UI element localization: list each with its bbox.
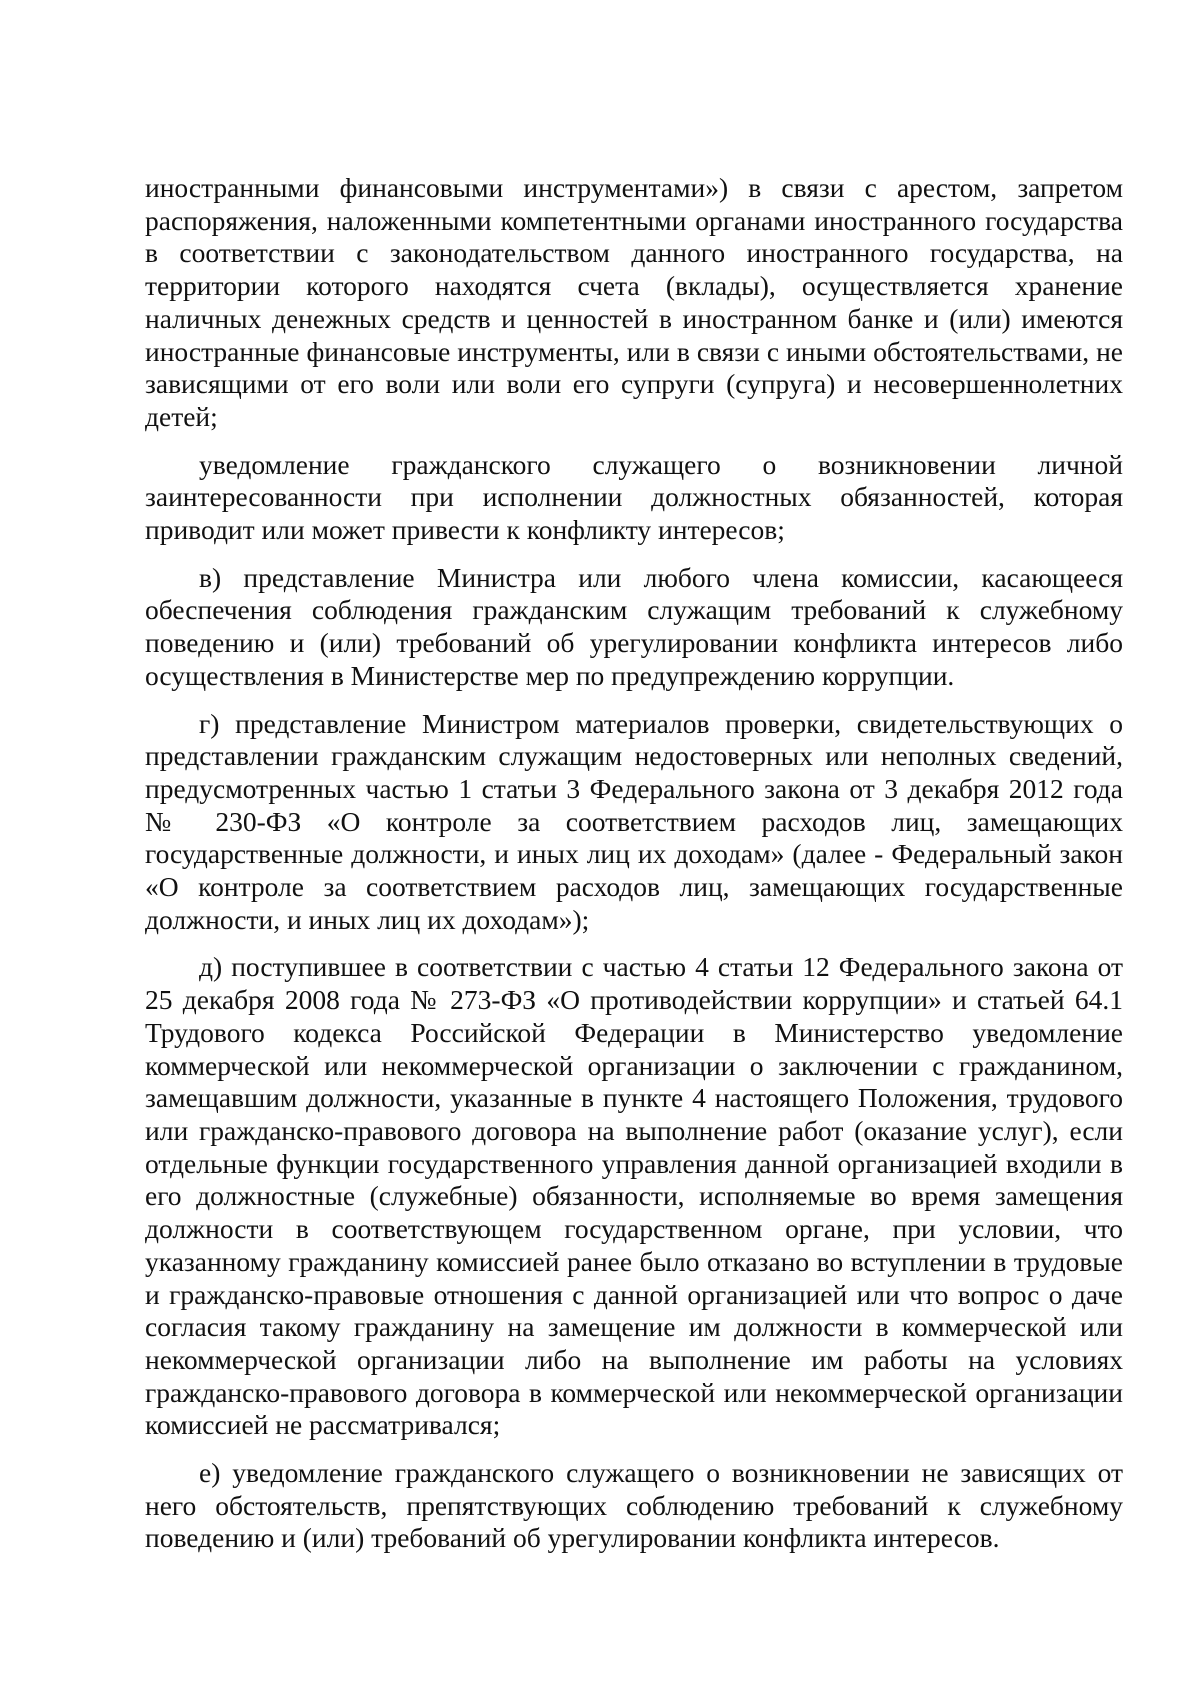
paragraph-item-g: г) представление Министром материалов проверки, свидетельствующих о представлении гражданским служащим недостоверных или неполных сведений, предусмотренных частью 1 статьи 3 Федерального закона от 3 декабря 2012 года № 230-ФЗ «О контроле за соответствием расходов лиц, замещающих государственные должности, и иных лиц их доходам» (далее - Федеральный закон «О контроле за соответствием расходов лиц, замещающих государственные должности, и иных лиц их доходам»); [145,707,1123,935]
document-page [145,172,1123,1570]
paragraph-conflict-notice: уведомление гражданского служащего о возникновении личной заинтересованности при исполнении должностных обязанностей, которая приводит или может привести к конфликту интересов; [145,448,1123,546]
paragraph-item-v: в) представление Министра или любого члена комиссии, касающееся обеспечения соблюдения гражданским служащим требований к служебному поведению и (или) требований об урегулировании конфликта интересов либо осуществления в Министерстве мер по предупреждению коррупции. [145,561,1123,691]
paragraph-item-e: е) уведомление гражданского служащего о возникновении не зависящих от него обстоятельств, препятствующих соблюдению требований к служебному поведению и (или) требований об урегулировании конфликта интересов. [145,1457,1123,1554]
paragraph-continuation: иностранными финансовыми инструментами») в связи с арестом, запретом распоряжения, наложенными компетентными органами иностранного государства в соответствии с законодательством данного иностранного государства, на территории которого находятся счета (вклады), осуществляется хранение наличных денежных средств и ценностей в иностранном банке и (или) имеются иностранные финансовые инструменты, или в связи с иными обстоятельствами, не зависящими от его воли или воли его супруги (супруга) и несовершеннолетних детей; [145,172,1123,432]
paragraph-item-d: д) поступившее в соответствии с частью 4 статьи 12 Федерального закона от 25 декабря 2008 года № 273-ФЗ «О противодействии коррупции» и статьей 64.1 Трудового кодекса Российской Федерации в Министерство уведомление коммерческой или некоммерческой организации о заключении с гражданином, замещавшим должности, указанные в пункте 4 настоящего Положения, трудового или гражданско-правового договора на выполнение работ (оказание услуг), если отдельные функции государственного управления данной организацией входили в его должностные (служебные) обязанности, исполняемые во время замещения должности в соответствующем государственном органе, при условии, что указанному гражданину комиссией ранее было отказано во вступлении в трудовые и гражданско-правовые отношения с данной организацией или что вопрос о даче согласия такому гражданину на замещение им должности в коммерческой или некоммерческой организации либо на выполнение им работы на условиях гражданско-правового договора в коммерческой или некоммерческой организации комиссией не рассматривался; [145,951,1123,1441]
